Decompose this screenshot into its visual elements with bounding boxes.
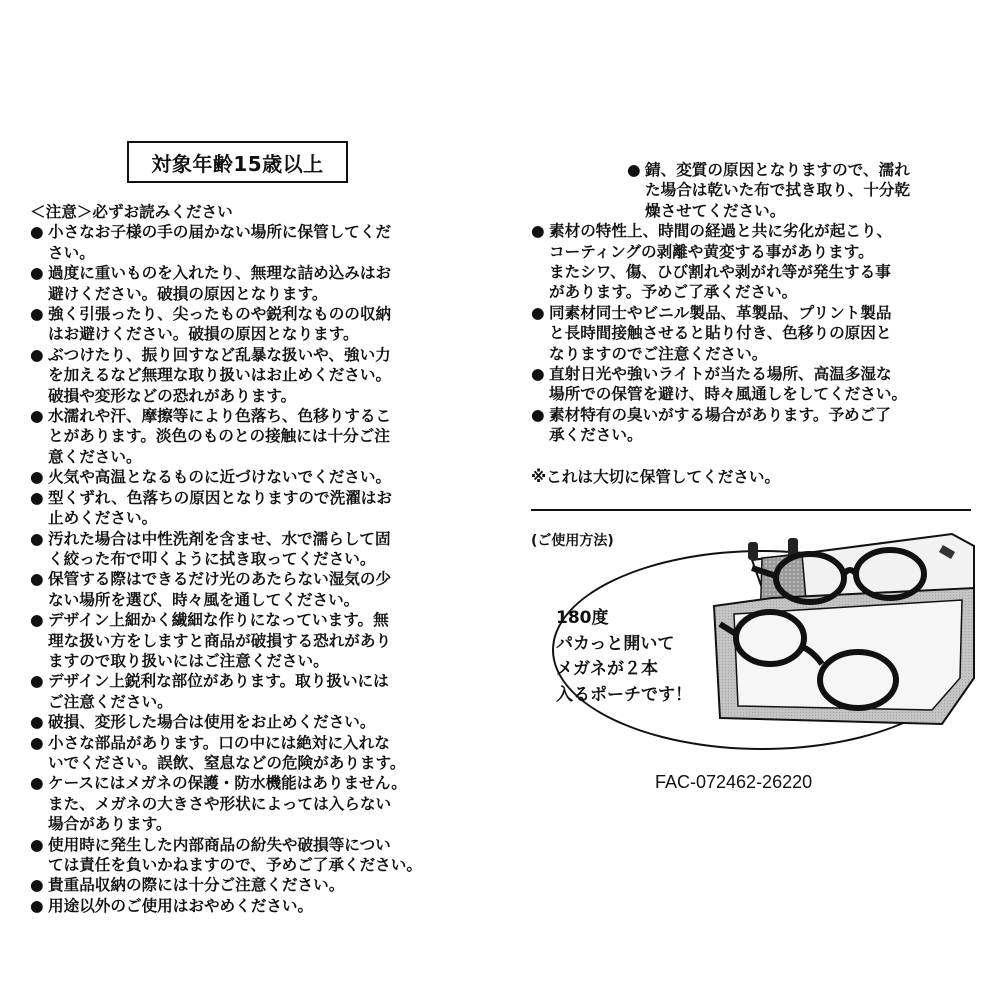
bullet-icon: ● bbox=[30, 876, 44, 895]
caution-item-line: 素材の特性上、時間の経過と共に劣化が起こり、 bbox=[549, 222, 893, 241]
caution-item-line: 理な扱い方をしますと商品が破損する恐れがあり bbox=[48, 631, 392, 650]
caution-item bbox=[30, 896, 500, 916]
caution-item-line: 錆、変質の原因となりますので、濡れ bbox=[645, 161, 910, 179]
caution-item-line: 破損や変形などの恐れがあります。 bbox=[48, 386, 297, 405]
caution-item-line: ては責任を負いかねますので、予めご了承ください。 bbox=[48, 856, 422, 874]
caution-item-line: 素材特有の臭いがする場合があります。予めご了 bbox=[549, 405, 891, 424]
caution-item-line: 場所での保管を避け、時々風通しをしてください。 bbox=[549, 385, 908, 404]
bullet-icon: ● bbox=[30, 468, 44, 487]
caution-list-right bbox=[531, 221, 981, 445]
caution-item-line: デザイン上鋭利な部位があります。取り扱いには bbox=[48, 672, 389, 691]
caution-item bbox=[30, 345, 500, 406]
caution-item-line: く絞った布で叩くように拭き取ってください。 bbox=[48, 549, 376, 568]
usage-line: 180度 bbox=[556, 608, 609, 628]
bullet-icon: ● bbox=[30, 570, 44, 589]
caution-item-line: 避けください。破損の原因となります。 bbox=[48, 284, 328, 303]
caution-item-line: 場合があります。 bbox=[48, 815, 172, 834]
usage-line: メガネが２本 bbox=[556, 659, 658, 679]
caution-item bbox=[531, 303, 981, 364]
usage-line: パカっと開いて bbox=[556, 633, 675, 654]
usage-line: 入るポーチです！ bbox=[556, 684, 692, 705]
caution-item-line: 小さな部品があります。口の中には絶対に入れな bbox=[48, 733, 390, 752]
caution-item-line: 承ください。 bbox=[549, 426, 643, 445]
caution-heading: ＜注意＞必ずお読みください bbox=[30, 203, 233, 221]
usage-description bbox=[556, 606, 692, 708]
caution-item bbox=[30, 304, 500, 345]
caution-right-column bbox=[531, 160, 981, 487]
bullet-icon: ● bbox=[30, 529, 44, 548]
caution-item-line: を加えるなど無理な取り扱いはお止めください。 bbox=[48, 366, 392, 385]
product-code: FAC-072462-26220 bbox=[655, 772, 813, 792]
caution-item bbox=[531, 221, 981, 303]
caution-item bbox=[531, 405, 981, 446]
bullet-icon: ● bbox=[30, 407, 44, 426]
caution-item bbox=[30, 569, 500, 610]
caution-item bbox=[30, 467, 500, 487]
caution-item bbox=[30, 733, 500, 774]
caution-item-line: た場合は乾いた布で拭き取り、十分乾 bbox=[645, 181, 911, 200]
caution-item-line: とがあります。淡色のものとの接触には十分ご注 bbox=[48, 427, 390, 446]
caution-item-line: 保管する際はできるだけ光のあたらない湿気の少 bbox=[48, 570, 392, 589]
caution-item-line: 火気や高温となるものに近づけないでください。 bbox=[48, 468, 392, 487]
bullet-icon: ● bbox=[30, 835, 44, 854]
caution-item-line: 燥させてください。 bbox=[645, 201, 786, 220]
caution-item-line: ケースにはメガネの保護・防水機能はありません。 bbox=[48, 774, 407, 793]
caution-item bbox=[30, 529, 500, 570]
bullet-icon: ● bbox=[30, 713, 44, 732]
usage-heading: (ご使用方法) bbox=[531, 533, 614, 549]
caution-item-line: また、メガネの大きさや形状によっては入らない bbox=[48, 794, 392, 813]
caution-item-line: 用途以外のご使用はおやめください。 bbox=[48, 896, 314, 915]
bullet-icon: ● bbox=[30, 774, 44, 793]
caution-item-line: ぶつけたり、振り回すなど乱暴な扱いや、強い力 bbox=[48, 345, 391, 364]
caution-item-line: 水濡れや汗、摩擦等により色落ち、色移りするこ bbox=[48, 407, 392, 426]
bullet-icon: ● bbox=[30, 733, 44, 752]
caution-item-line: またシワ、傷、ひび割れや剥がれ等が発生する事 bbox=[549, 263, 891, 282]
bullet-icon: ● bbox=[531, 303, 545, 322]
caution-item-line: 小さなお子様の手の届かない場所に保管してくだ bbox=[48, 223, 392, 242]
section-divider bbox=[531, 509, 971, 511]
caution-item bbox=[30, 406, 500, 467]
caution-item-line: ない場所を選び、時々風を通してください。 bbox=[48, 590, 360, 609]
caution-item bbox=[30, 222, 500, 263]
bullet-icon: ● bbox=[531, 222, 545, 241]
glasses-pouch-illustration bbox=[712, 528, 980, 728]
bullet-icon: ● bbox=[531, 365, 545, 384]
caution-item-line: 型くずれ、色落ちの原因となりますので洗濯はお bbox=[48, 488, 392, 507]
caution-item-line: 同素材同士やビニル製品、革製品、プリント製品 bbox=[549, 303, 892, 322]
caution-item-line: 止めください。 bbox=[48, 509, 158, 528]
caution-item-line: 直射日光や強いライトが当たる場所、高温多湿な bbox=[549, 365, 892, 384]
caution-item-line: と長時間接触させると貼り付き、色移りの原因と bbox=[549, 324, 892, 343]
caution-item-line: 破損、変形した場合は使用をお止めください。 bbox=[48, 713, 376, 732]
bullet-icon: ● bbox=[30, 611, 44, 630]
caution-item-line: はお避けください。破損の原因となります。 bbox=[48, 325, 359, 344]
storage-note: ※これは大切に保管してください。 bbox=[531, 467, 781, 486]
age-label: 対象年齢15歳以上 bbox=[127, 141, 348, 183]
caution-item-line: ご注意ください。 bbox=[48, 692, 173, 711]
caution-item-line: 貴重品収納の際には十分ご注意ください。 bbox=[48, 876, 345, 895]
bullet-icon: ● bbox=[30, 223, 44, 242]
caution-item-line: さい。 bbox=[48, 243, 95, 262]
caution-item-line: デザイン上細かく繊細な作りになっています。無 bbox=[48, 611, 389, 630]
caution-item-line: いでください。誤飲、窒息などの危険があります。 bbox=[48, 753, 406, 772]
caution-list-left bbox=[30, 222, 500, 916]
caution-item bbox=[30, 875, 500, 895]
bullet-icon: ● bbox=[30, 488, 44, 507]
caution-item bbox=[531, 364, 981, 405]
caution-item bbox=[30, 773, 500, 834]
bullet-icon: ● bbox=[30, 264, 44, 283]
caution-item bbox=[30, 835, 500, 876]
caution-item-line: 使用時に発生した内部商品の紛失や破損等につい bbox=[48, 835, 391, 854]
caution-item-line: コーティングの剥離や黄変する事があります。 bbox=[549, 242, 874, 261]
caution-item-line: があります。予めご了承ください。 bbox=[549, 283, 798, 302]
bullet-icon: ● bbox=[531, 405, 545, 424]
bullet-icon: ● bbox=[30, 305, 44, 324]
caution-item-line: 過度に重いものを入れたり、無理な詰め込みはお bbox=[48, 264, 392, 283]
caution-item bbox=[30, 671, 500, 712]
caution-left-column bbox=[30, 202, 500, 916]
caution-item-line: ますので取り扱いにはご注意ください。 bbox=[48, 651, 329, 670]
caution-item-line: 意ください。 bbox=[48, 447, 142, 466]
caution-item bbox=[30, 488, 500, 529]
caution-item-line: 汚れた場合は中性洗剤を含ませ、水で濡らして固 bbox=[48, 529, 391, 548]
bullet-icon: ● bbox=[627, 161, 641, 179]
caution-item bbox=[30, 712, 500, 732]
bullet-icon: ● bbox=[30, 672, 44, 691]
bullet-icon: ● bbox=[30, 345, 44, 364]
caution-item-line: なりますのでご注意ください。 bbox=[549, 344, 768, 363]
bullet-icon: ● bbox=[30, 896, 44, 915]
caution-item bbox=[30, 263, 500, 304]
caution-item bbox=[627, 160, 981, 221]
caution-item bbox=[30, 610, 500, 671]
caution-item-line: 強く引張ったり、尖ったものや鋭利なものの収納 bbox=[48, 305, 392, 324]
